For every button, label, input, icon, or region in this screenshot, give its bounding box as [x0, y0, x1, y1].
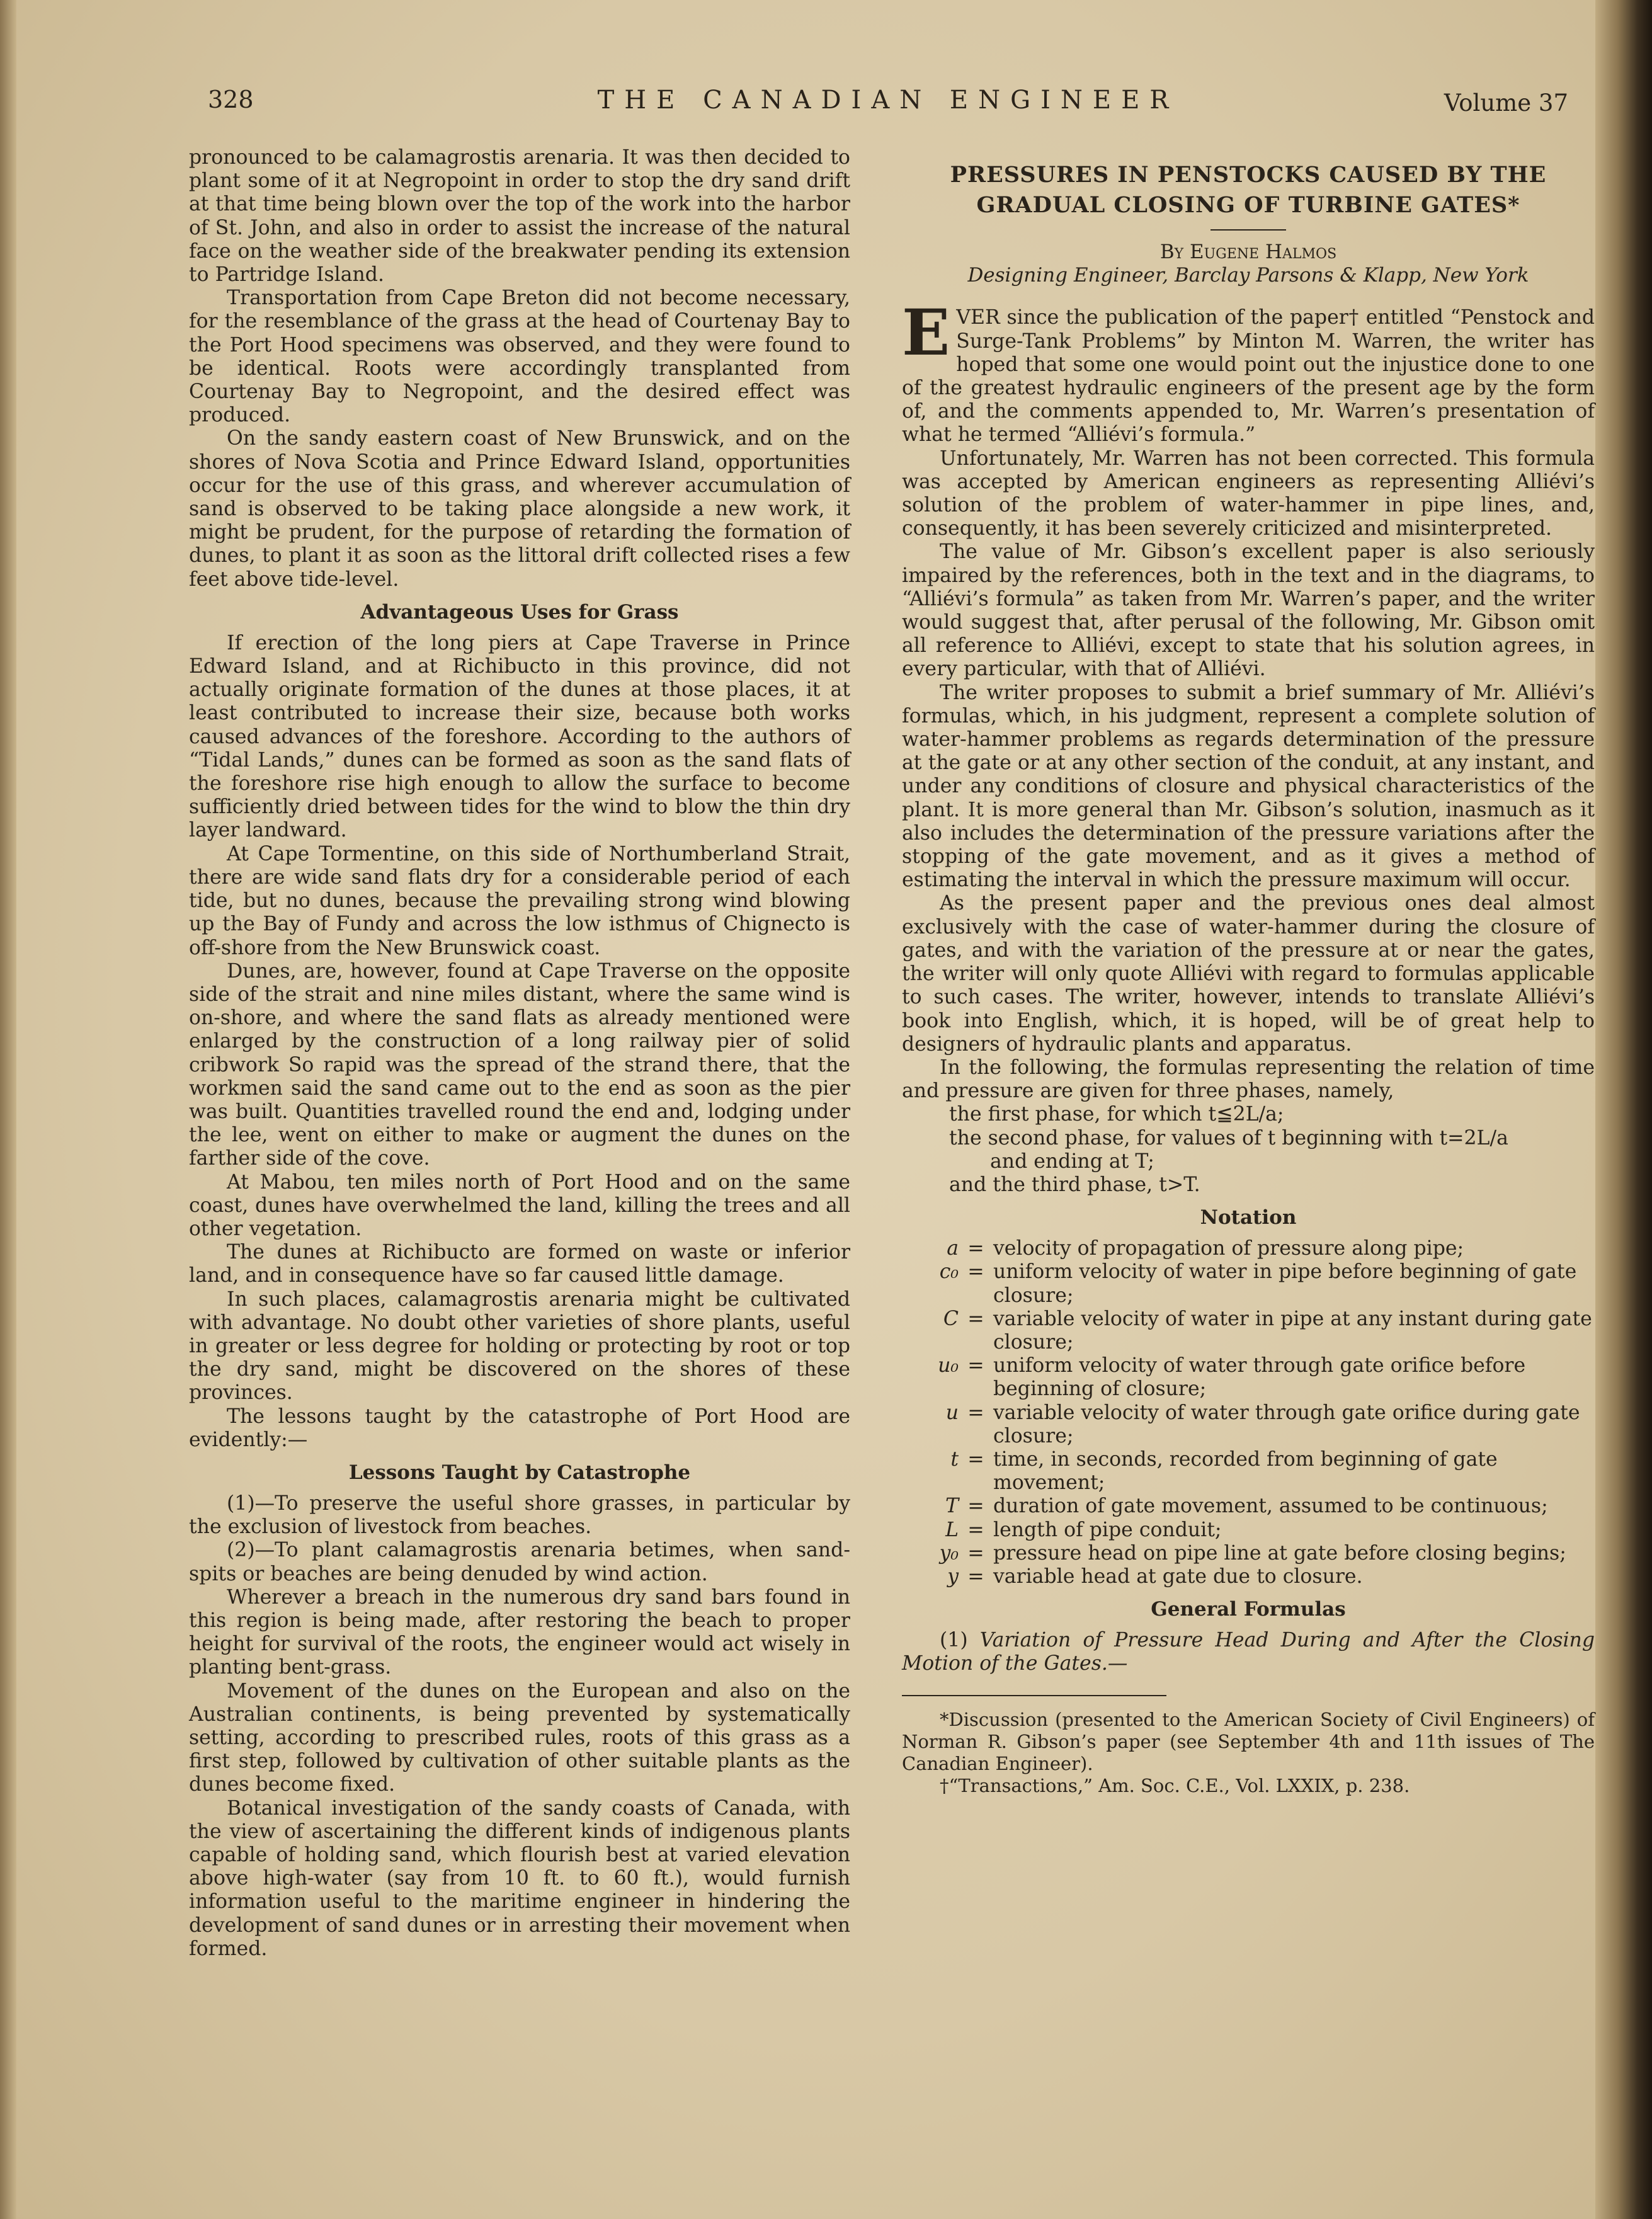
notation-symbol: y₀ — [939, 1541, 959, 1565]
page-number: 328 — [208, 86, 254, 113]
notation-definition: time, in seconds, recorded from beginning of gate movement; — [993, 1447, 1498, 1495]
right-column — [902, 146, 1595, 1797]
notation-definition: uniform velocity of water through gate orifice before beginning of closure; — [993, 1354, 1526, 1401]
notation-symbol: y — [947, 1565, 959, 1588]
paragraph: The dunes at Richibucto are formed on waste or inferior land, and in consequence have so far caused little damage. — [189, 1241, 850, 1287]
section-heading: Advantageous Uses for Grass — [360, 600, 679, 624]
formula-number: (1) — [940, 1629, 968, 1652]
notation-equals: = — [967, 1260, 984, 1284]
left-column — [189, 146, 850, 1961]
notation-definition: length of pipe conduit; — [993, 1518, 1222, 1541]
page-gutter-right — [1595, 0, 1652, 2219]
notation-equals: = — [967, 1495, 984, 1518]
section-heading: Lessons Taught by Catastrophe — [348, 1461, 691, 1484]
notation-definition: duration of gate movement, assumed to be continuous; — [993, 1495, 1548, 1518]
paragraph: Unfortunately, Mr. Warren has not been corrected. This formula was accepted by American engineers as representing Alliévi’s solution of the problem of water-hammer in pipe lines, and, consequently, it has been severely criticized and misinterpreted. — [902, 447, 1595, 540]
notation-symbol: L — [945, 1518, 959, 1541]
notation-row — [902, 1237, 1595, 1260]
footnote-rule — [902, 1695, 1166, 1696]
paragraph: Movement of the dunes on the European and also on the Australian continents, is being prevented by systematically setting, according to prescribed rules, roots of this grass as a first step, followed by cultivation of other suitable plants as the dunes become fixed. — [189, 1679, 850, 1796]
section-heading: Notation — [1200, 1206, 1297, 1229]
notation-symbol: a — [947, 1237, 959, 1260]
paragraph: As the present paper and the previous ones deal almost exclusively with the case of water-hammer during the closure of gates, and with the variation of the pressure at or near the gates, the writer will only quote Alliévi with regard to formulas applicable to such cases. The writer, however, intends to translate Alliévi’s book into English, which, it is hoped, will be of great help to designers of hydraulic plants and apparatus. — [902, 892, 1595, 1056]
notation-symbol: t — [950, 1447, 959, 1471]
notation-row — [902, 1565, 1595, 1589]
notation-symbol: c₀ — [939, 1260, 959, 1284]
paragraph: If erection of the long piers at Cape Traverse in Prince Edward Island, and at Richibucto in this province, did not actually originate formation of the dunes at those places, it at least contributed to increase their size, because both works caused advances of the foreshore. According to the authors of “Tidal Lands,” dunes can be formed as soon as the sand flats of the foreshore rise high enough to allow the surface to become sufficiently dried between tides for the wind to blow the thin dry layer landward. — [189, 631, 850, 842]
notation-equals: = — [967, 1541, 984, 1565]
phase-line: the second phase, for values of t beginning with t=2L/a — [949, 1126, 1508, 1149]
page-gutter-left — [0, 0, 16, 2219]
notation-row — [902, 1401, 1595, 1448]
section-heading: General Formulas — [1151, 1598, 1346, 1621]
notation-list — [902, 1237, 1595, 1589]
paragraph — [902, 295, 1595, 447]
paragraph — [902, 1629, 1595, 1675]
notation-definition: velocity of propagation of pressure along pipe; — [993, 1237, 1464, 1260]
notation-equals: = — [967, 1307, 984, 1330]
notation-definition: variable velocity of water through gate orifice during gate closure; — [993, 1401, 1580, 1447]
journal-title: THE CANADIAN ENGINEER — [597, 86, 1179, 115]
notation-equals: = — [967, 1447, 984, 1471]
notation-equals: = — [967, 1518, 984, 1541]
notation-symbol: u₀ — [938, 1354, 959, 1378]
drop-cap: E — [902, 295, 950, 370]
author-affiliation: Designing Engineer, Barclay Parsons & Klapp, New York — [967, 264, 1529, 287]
paragraph: The lessons taught by the catastrophe of Port Hood are evidently:— — [189, 1405, 850, 1451]
notation-row — [902, 1354, 1595, 1401]
notation-equals: = — [967, 1401, 984, 1424]
notation-definition: pressure head on pipe line at gate before closing begins; — [993, 1541, 1566, 1565]
paragraph: Wherever a breach in the numerous dry sand bars found in this region is being made, after restoring the beach to proper height for survival of the roots, the engineer would act wisely in planting bent-grass. — [189, 1585, 850, 1679]
volume-label: Volume 37 — [1444, 89, 1568, 117]
notation-row — [902, 1448, 1595, 1495]
notation-equals: = — [967, 1565, 984, 1588]
running-header — [208, 81, 1568, 125]
paragraph: At Cape Tormentine, on this side of Northumberland Strait, there are wide sand flats dry for a considerable period of each tide, but no dunes, because the prevailing strong wind blowing up the Bay of Fundy and across the low isthmus of Chignecto is off-shore from the New Brunswick coast. — [189, 842, 850, 959]
paragraph: Botanical investigation of the sandy coasts of Canada, with the view of ascertaining the different kinds of indigenous plants capable of holding sand, which flourish best at varied elevation above high-water (say from 10 ft. to 60 ft.), would furnish information useful to the maritime engineer in hindering the development of sand dunes or in arresting their movement when formed. — [189, 1796, 850, 1960]
notation-row — [902, 1542, 1595, 1565]
paragraph: (1)—To preserve the useful shore grasses, in particular by the exclusion of livestock from beaches. — [189, 1492, 850, 1539]
notation-row — [902, 1519, 1595, 1542]
notation-definition: variable head at gate due to closure. — [993, 1565, 1363, 1588]
paragraph: (2)—To plant calamagrostis arenaria betimes, when sand-spits or beaches are being denuded by wind action. — [189, 1539, 850, 1585]
notation-symbol: C — [943, 1307, 959, 1330]
notation-equals: = — [967, 1237, 984, 1260]
notation-symbol: T — [945, 1495, 959, 1518]
paragraph: Transportation from Cape Breton did not become necessary, for the resemblance of the grass at the head of Courtenay Bay to the Port Hood specimens was observed, and they were found to be identical. Roots were accordingly transplanted from Courtenay Bay to Negropoint, and the desired effect was produced. — [189, 287, 850, 427]
author-byline: By Eugene Halmos — [1159, 241, 1337, 263]
phase-line: and the third phase, t>T. — [949, 1173, 1200, 1196]
paragraph: pronounced to be calamagrostis arenaria. It was then decided to plant some of it at Negropoint in order to stop the dry sand drift at that time being blown over the top of the work into the harbor of St. John, and also in order to assist the increase of the natural face on the weather side of the breakwater pending its extension to Partridge Island. — [189, 146, 850, 287]
notation-row — [902, 1260, 1595, 1307]
paragraph: At Mabou, ten miles north of Port Hood and on the same coast, dunes have overwhelmed the land, killing the trees and all other vegetation. — [189, 1170, 850, 1240]
paragraph: The writer proposes to submit a brief summary of Mr. Alliévi’s formulas, which, in his judgment, represent a complete solution of water-hammer problems as regards determination of the pressure at the gate or at any other section of the conduit, at any instant, and under any conditions of closure and physical characteristics of the plant. It is more general than Mr. Gibson’s solution, inasmuch as it also includes the determination of the pressure variations after the stopping of the gate movement, and as it gives a method of estimating the interval in which the pressure maximum will occur. — [902, 681, 1595, 892]
notation-equals: = — [967, 1354, 984, 1378]
paragraph: In the following, the formulas representing the relation of time and pressure are given for three phases, namely, — [902, 1056, 1595, 1103]
paragraph-text: VER since the publication of the paper† entitled “Penstock and Surge-Tank Problems” by Minton M. Warren, the writer has hoped that some one would point out the injustice done to one of the greatest hydraulic engineers of the present age by the form of, and the comments appended to, Mr. Warren’s presentation of what he termed “Alliévi’s formula.” — [902, 306, 1595, 447]
footnote: *Discussion (presented to the American Society of Civil Engineers) of Norman R. Gibson’s paper (see September 4th and 11th issues of The Canadian Engineer). — [902, 1708, 1595, 1774]
paragraph: The value of Mr. Gibson’s excellent paper is also seriously impaired by the references, both in the text and in the diagrams, to “Alliévi’s formula” as taken from Mr. Warren’s paper, and the writer would suggest that, after perusal of the following, Mr. Gibson omit all reference to Alliévi, except to state that his solution agrees, in every particular, with that of Alliévi. — [902, 540, 1595, 681]
notation-row — [902, 1495, 1595, 1518]
phase-line: and ending at T; — [990, 1149, 1154, 1173]
paragraph: On the sandy eastern coast of New Brunswick, and on the shores of Nova Scotia and Prince Edward Island, opportunities occur for the use of this grass, and wherever accumulation of sand is observed to be taking place alongside a new work, it might be prudent, for the purpose of retarding the formation of dunes, to plant it as soon as the littoral drift collected rises a few feet above tide-level. — [189, 427, 850, 591]
title-rule — [1211, 229, 1286, 231]
footnote: †“Transactions,” Am. Soc. C.E., Vol. LXXIX, p. 238. — [940, 1774, 1410, 1796]
notation-definition: variable velocity of water in pipe at any instant during gate closure; — [993, 1307, 1592, 1354]
notation-row — [902, 1308, 1595, 1354]
formula-caption: Variation of Pressure Head During and After the Closing Motion of the Gates.— — [902, 1629, 1595, 1675]
notation-symbol: u — [945, 1401, 959, 1424]
paragraph: Dunes, are, however, found at Cape Traverse on the opposite side of the strait and nine miles distant, where the same wind is on-shore, and where the sand flats as already mentioned were enlarged by the construction of a long railway pier of solid cribwork So rapid was the spread of the strand there, that the workmen said the sand came out to the end as soon as the pier was built. Quantities travelled round the end and, lodging under the lee, went on either to make or augment the dunes on the farther side of the cove. — [189, 959, 850, 1170]
article-title: PRESSURES IN PENSTOCKS CAUSED BY THE GRADUAL CLOSING OF TURBINE GATES* — [950, 162, 1547, 218]
phase-line: the first phase, for which t≦2L/a; — [949, 1103, 1284, 1126]
paragraph: In such places, calamagrostis arenaria might be cultivated with advantage. No doubt other varieties of shore plants, useful in greater or less degree for holding or protecting by root or top the dry sand, might be discovered on the shores of these provinces. — [189, 1287, 850, 1405]
notation-definition: uniform velocity of water in pipe before beginning of gate closure; — [993, 1260, 1577, 1307]
